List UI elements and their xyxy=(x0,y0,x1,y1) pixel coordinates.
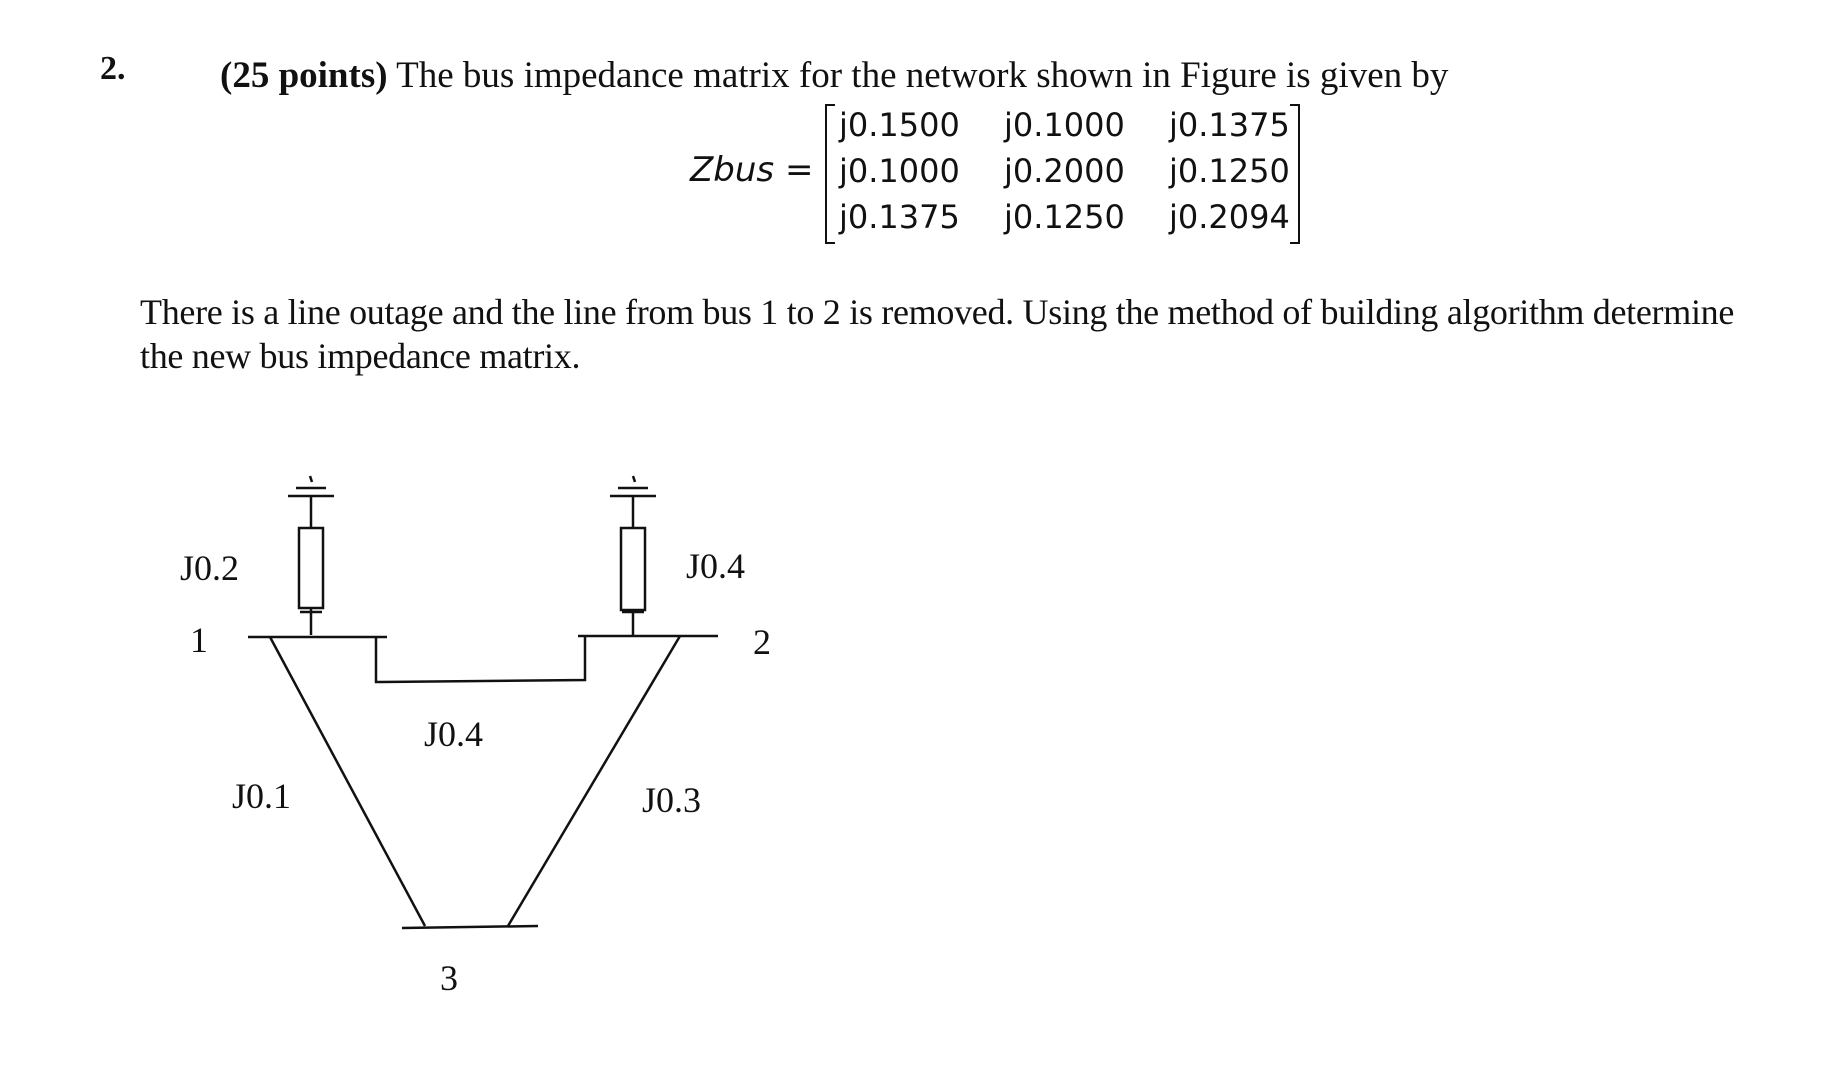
line12-impedance-label: J0.4 xyxy=(424,714,484,754)
matrix-cell: j0.1500 xyxy=(839,106,960,144)
matrix-cell: j0.2000 xyxy=(1004,152,1125,190)
line-1-3 xyxy=(270,637,425,926)
paragraph-line-2: the new bus impedance matrix. xyxy=(140,336,581,376)
generator-1-impedance-box xyxy=(299,528,323,608)
zbus-label: Zbus = xyxy=(690,150,814,190)
matrix-cell: j0.1375 xyxy=(839,198,960,236)
bus-3-label: 3 xyxy=(440,958,458,998)
matrix-cell: j0.1250 xyxy=(1004,198,1125,236)
question-points: (25 points) xyxy=(220,55,388,96)
ground-icon-1 xyxy=(288,476,334,528)
bus-3-bar xyxy=(402,926,538,928)
line13-impedance-label: J0.1 xyxy=(232,776,292,816)
question-number: 2. xyxy=(100,50,126,87)
line-1-2 xyxy=(376,636,585,682)
generator-2-impedance-box xyxy=(621,528,645,610)
ground-icon-2 xyxy=(610,476,656,528)
matrix-cell: j0.1250 xyxy=(1169,152,1290,190)
line23-impedance-label: J0.3 xyxy=(642,780,702,820)
matrix-cell: j0.1000 xyxy=(1004,106,1125,144)
question-intro: The bus impedance matrix for the network shown in Figure is given by xyxy=(396,55,1449,96)
bus-1-label: 1 xyxy=(190,620,208,660)
matrix-cell: j0.1000 xyxy=(839,152,960,190)
paragraph-line-1: There is a line outage and the line from bus 1 to 2 is removed. Using the method of building algorithm determine xyxy=(140,292,1735,332)
gen1-impedance-label: J0.2 xyxy=(180,548,240,588)
matrix-cell: j0.2094 xyxy=(1169,198,1290,236)
gen2-impedance-label: J0.4 xyxy=(686,546,746,586)
matrix-cell: j0.1375 xyxy=(1169,106,1290,144)
bus-2-label: 2 xyxy=(753,622,771,662)
